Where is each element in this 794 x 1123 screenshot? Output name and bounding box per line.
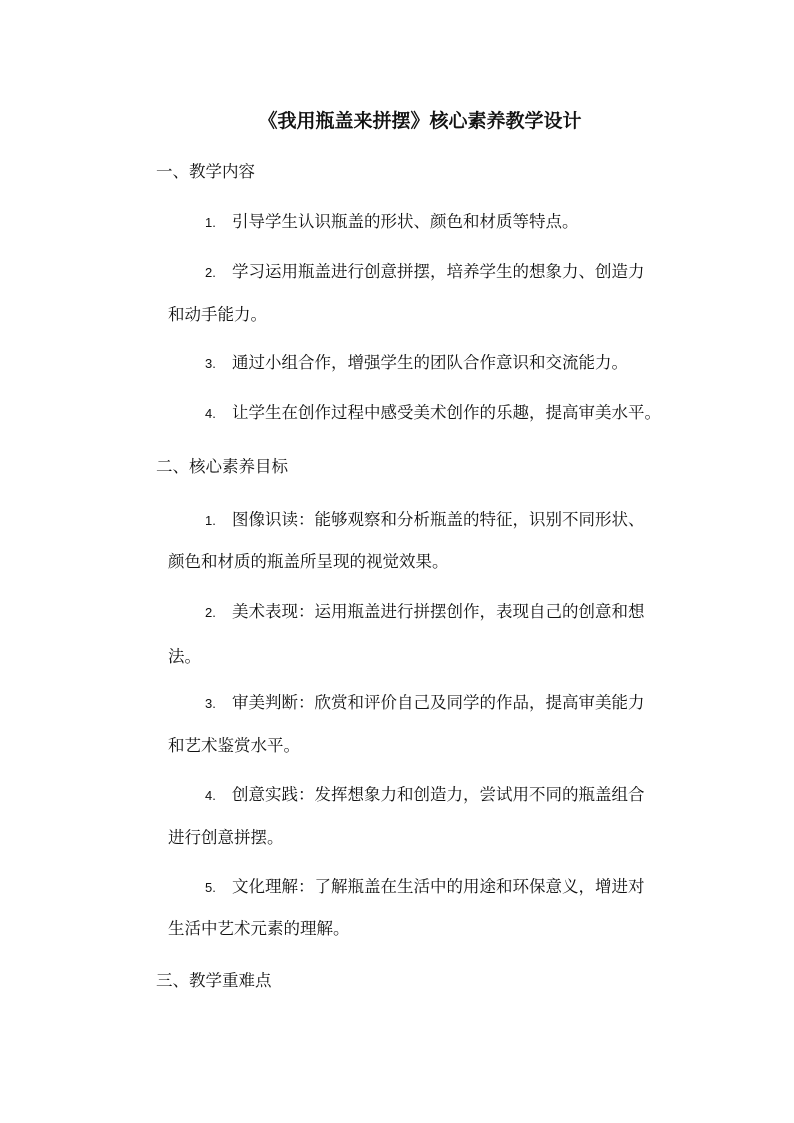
list-item-text: 图像识读：能够观察和分析瓶盖的特征，识别不同形状、 — [232, 510, 645, 529]
list-number: 4. — [205, 788, 216, 803]
document-title: 《我用瓶盖来拼摆》核心素养教学设计 — [258, 110, 582, 132]
section-heading: 三、教学重难点 — [156, 971, 272, 990]
list-item-text: 美术表现：运用瓶盖进行拼摆创作，表现自己的创意和想 — [232, 602, 645, 621]
list-number: 4. — [205, 406, 216, 421]
section-heading: 一、教学内容 — [156, 162, 255, 181]
list-item-text: 学习运用瓶盖进行创意拼摆，培养学生的想象力、创造力 — [232, 262, 645, 281]
list-number: 2. — [205, 605, 216, 620]
list-number: 2. — [205, 265, 216, 280]
list-item-text: 创意实践：发挥想象力和创造力，尝试用不同的瓶盖组合 — [232, 785, 645, 804]
list-item-text-continued: 和动手能力。 — [168, 305, 267, 324]
list-number: 5. — [205, 880, 216, 895]
list-item-text: 引导学生认识瓶盖的形状、颜色和材质等特点。 — [232, 212, 579, 231]
list-item-text: 让学生在创作过程中感受美术创作的乐趣，提高审美水平。 — [232, 403, 661, 422]
list-item-text-continued: 进行创意拼摆。 — [168, 828, 284, 847]
list-item-text-continued: 生活中艺术元素的理解。 — [168, 919, 350, 938]
list-item-text-continued: 颜色和材质的瓶盖所呈现的视觉效果。 — [168, 552, 449, 571]
list-number: 1. — [205, 215, 216, 230]
list-number: 1. — [205, 513, 216, 528]
list-item-text: 审美判断：欣赏和评价自己及同学的作品，提高审美能力 — [232, 693, 645, 712]
list-item-text-continued: 法。 — [168, 647, 201, 666]
section-heading: 二、核心素养目标 — [156, 457, 288, 476]
list-item-text-continued: 和艺术鉴赏水平。 — [168, 736, 300, 755]
list-number: 3. — [205, 356, 216, 371]
list-item-text: 通过小组合作，增强学生的团队合作意识和交流能力。 — [232, 353, 628, 372]
list-number: 3. — [205, 696, 216, 711]
list-item-text: 文化理解：了解瓶盖在生活中的用途和环保意义，增进对 — [232, 877, 645, 896]
